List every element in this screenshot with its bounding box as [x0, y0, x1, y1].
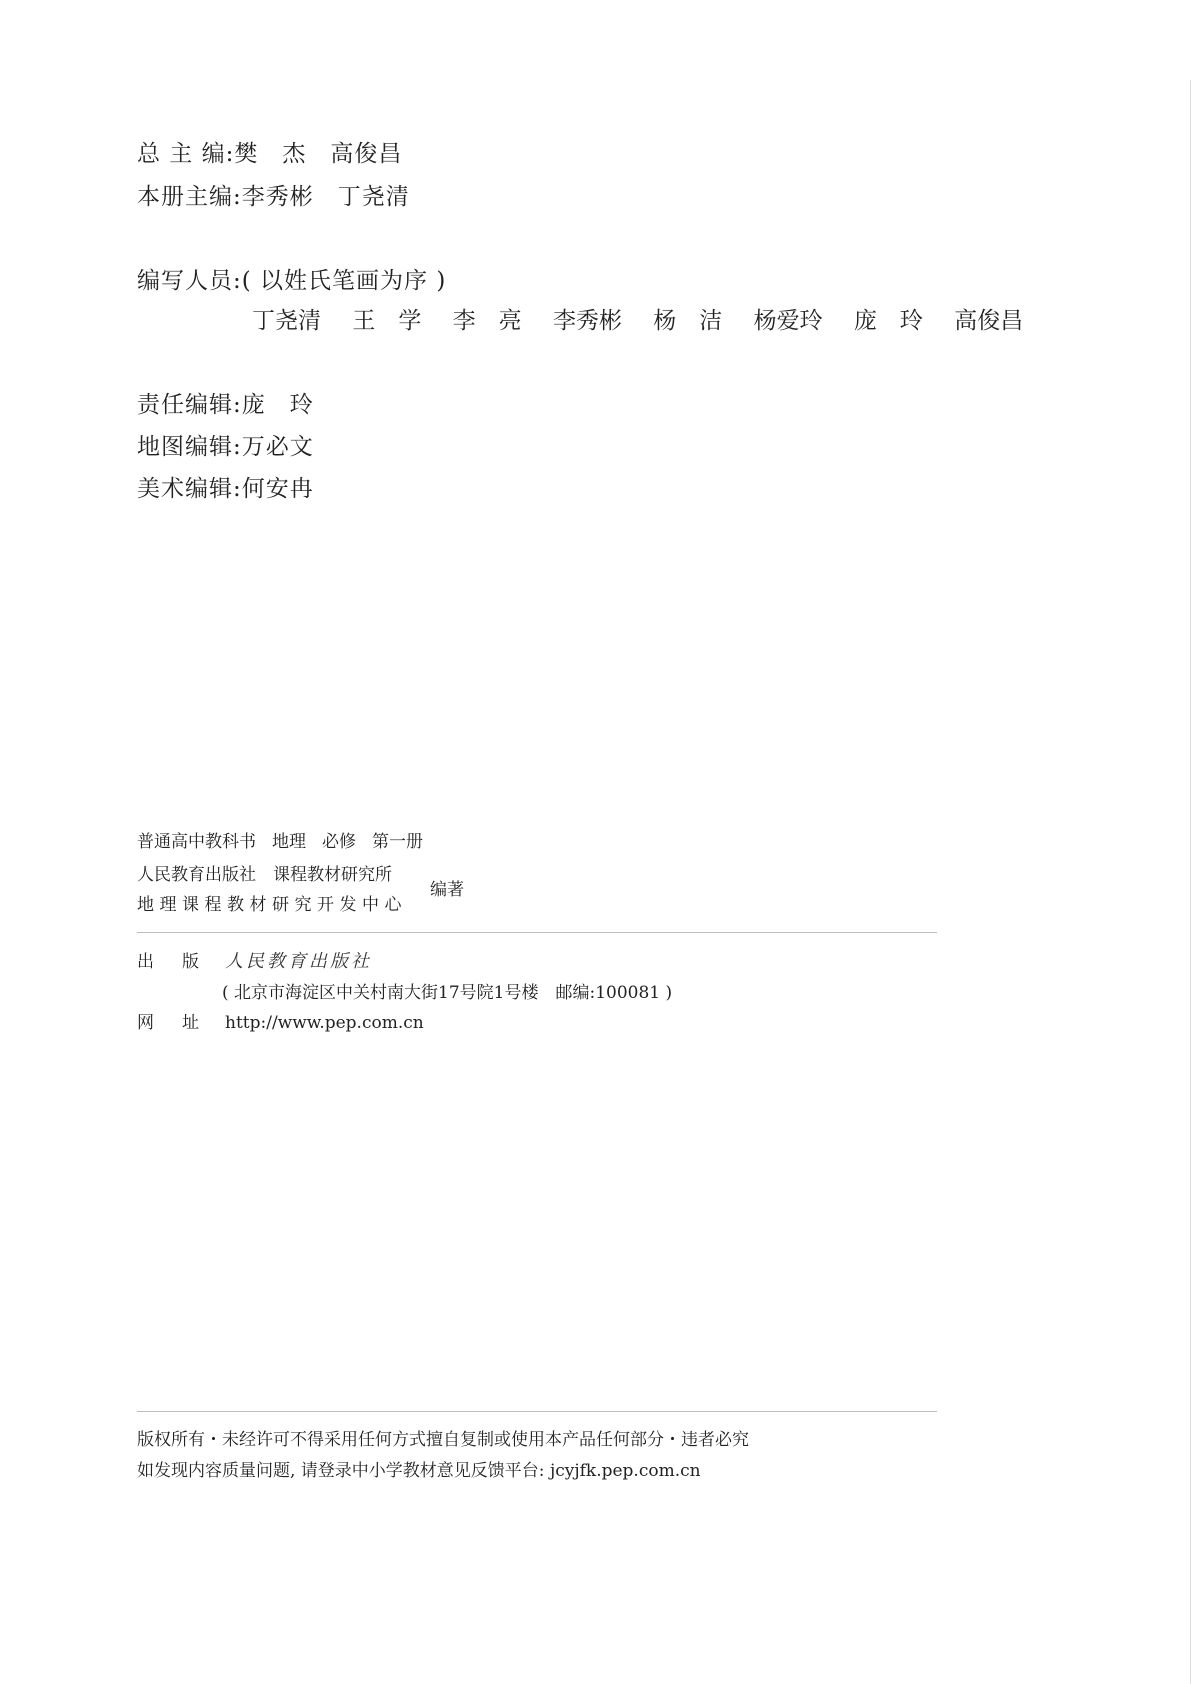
publisher-url[interactable]: http://www.pep.com.cn — [225, 1013, 424, 1033]
writer-name: 丁尧清 — [252, 308, 321, 334]
writers-heading-line — [137, 266, 446, 296]
book-title — [137, 830, 439, 854]
compile-note: 编著 — [430, 880, 464, 900]
map-editor-sep: : — [233, 434, 242, 460]
chief-editors-names: 樊 杰 高俊昌 — [234, 141, 403, 167]
volume-editors-line — [137, 182, 410, 212]
divider-bottom — [137, 1411, 937, 1412]
art-editor-role: 美术编辑 — [137, 476, 233, 502]
copyright-notice: 版权所有・未经许可不得采用任何方式擅自复制或使用本产品任何部分・违者必究 — [137, 1430, 749, 1450]
writer-name: 庞 玲 — [853, 308, 923, 334]
compiler-line-1: 人民教育出版社 课程教材研究所 — [137, 865, 392, 885]
map-editor-role: 地图编辑 — [137, 434, 233, 460]
writers-list — [252, 306, 1047, 336]
writer-name: 李 亮 — [452, 308, 522, 334]
map-editor-line — [137, 432, 314, 462]
feedback-notice: 如发现内容质量问题, 请登录中小学教材意见反馈平台: jcyjfk.pep.com.cn — [137, 1461, 701, 1481]
writers-order-note: ( 以姓氏笔画为序 ) — [241, 268, 447, 294]
writer-name: 杨爱玲 — [753, 308, 823, 334]
chief-editors-sep: : — [225, 141, 235, 167]
publish-label: 出版 — [137, 952, 227, 972]
writer-name: 高俊昌 — [954, 308, 1024, 334]
art-editor-line — [137, 474, 314, 504]
responsible-editor-sep: : — [233, 392, 242, 418]
volume-editors-sep: : — [233, 184, 242, 210]
art-editor-names: 何安冉 — [241, 476, 314, 502]
book-title-series: 普通高中教科书 — [137, 832, 256, 852]
writer-name: 李秀彬 — [552, 308, 622, 334]
url-label: 网址 — [137, 1013, 227, 1033]
chief-editors-role: 总 主 编 — [137, 141, 226, 167]
compiler-line-2: 地理课程教材研究开发中心 — [137, 895, 407, 915]
volume-editors-names: 李秀彬 丁尧清 — [241, 184, 410, 210]
writers-role: 编写人员 — [137, 268, 233, 294]
chief-editors-line — [137, 139, 402, 169]
book-title-volume: 第一册 — [372, 832, 423, 852]
art-editor-sep: : — [233, 476, 242, 502]
writer-name: 杨 洁 — [653, 308, 723, 334]
publisher-row — [137, 950, 372, 974]
writer-name: 王 学 — [352, 308, 422, 334]
divider-top — [137, 932, 937, 933]
book-title-subject: 地理 — [272, 832, 306, 852]
responsible-editor-line — [137, 390, 314, 420]
responsible-editor-names: 庞 玲 — [241, 392, 314, 418]
compilers-group — [137, 860, 407, 920]
url-row — [137, 1011, 424, 1035]
volume-editors-role: 本册主编 — [137, 184, 233, 210]
map-editor-names: 万必文 — [241, 434, 314, 460]
book-title-type: 必修 — [322, 832, 356, 852]
responsible-editor-role: 责任编辑 — [137, 392, 233, 418]
publisher-address: ( 北京市海淀区中关村南大街17号院1号楼 邮编:100081 ) — [222, 983, 673, 1003]
writers-sep: : — [233, 268, 242, 294]
publisher-logo: 人民教育出版社 — [225, 951, 372, 972]
